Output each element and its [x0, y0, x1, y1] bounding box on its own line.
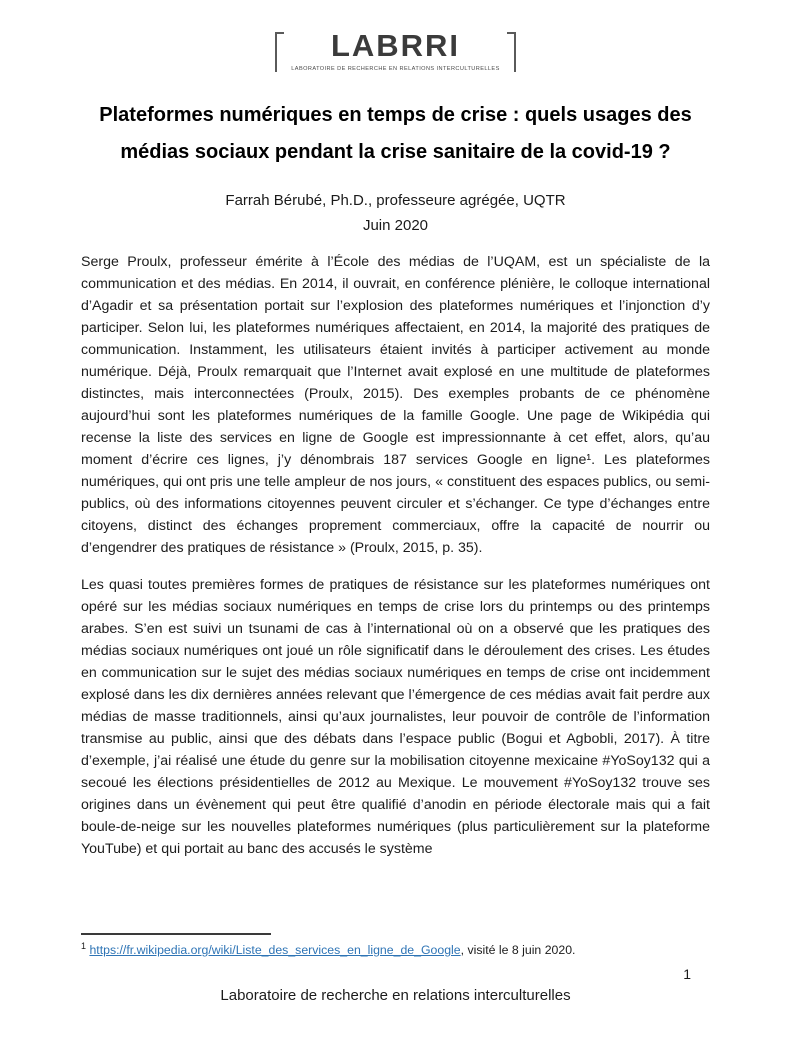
logo-right-bracket-icon — [507, 32, 516, 72]
logo-left-bracket-icon — [275, 32, 284, 72]
footnote-area — [81, 933, 710, 957]
document-page — [0, 30, 791, 860]
body-paragraph-2: Les quasi toutes premières formes de pratiques de résistance sur les plateformes numériques ont opéré sur les médias sociaux numériques en temps de crise lors du printemps ou des printemps arabes. S’en est suivi un tsunami de cas à l’international où on a observé que les pratiques des médias sociaux numériques ont joué un rôle significatif dans le déroulement des crises. Les études en communication sur le sujet des médias sociaux numériques en temps de crise ont incidemment explosé dans les dix dernières années relevant que l’émergence de ces médias avait fait perdre aux médias de masse traditionnels, ainsi qu’aux journalistes, leur pouvoir de contrôle de l’information transmise au public, ainsi que des débats dans l’espace public (Bogui et Agbobli, 2017). À titre d’exemple, j’ai réalisé une étude du genre sur la mobilisation citoyenne mexicaine #YoSoy132 qui a secoué les élections présidentielles de 2012 au Mexique. Le mouvement #YoSoy132 trouve ses origines dans un évènement qui peut être qualifié d’anodin en période électorale mais qui a fait boule-de-neige sur les nouvelles plateformes numériques (plus particulièrement sur la plateforme YouTube) et qui portait au banc des accusés le système — [81, 577, 710, 857]
document-title-line-2: médias sociaux pendant la crise sanitaire de la covid-19 ? — [120, 141, 671, 163]
byline — [81, 188, 710, 238]
page-number: 1 — [683, 966, 691, 982]
date-line: Juin 2020 — [362, 217, 429, 234]
logo-name: LABRRI — [330, 28, 461, 63]
labrri-logo — [81, 30, 710, 72]
logo-tagline: LABORATOIRE DE RECHERCHE EN RELATIONS INTERCULTURELLES — [291, 65, 500, 72]
document-title-line-1: Plateformes numériques en temps de crise : quels usages des — [99, 104, 692, 126]
footnote-marker: 1 — [81, 941, 87, 951]
footer-text: Laboratoire de recherche en relations interculturelles — [220, 987, 571, 1004]
document-title — [81, 97, 710, 171]
footnote-1 — [81, 941, 710, 957]
footnote-suffix: , visité le 8 juin 2020. — [460, 943, 576, 958]
body-paragraph-1: Serge Proulx, professeur émérite à l’École des médias de l’UQAM, est un spécialiste de la communication et des médias. En 2014, il ouvrait, en conférence plénière, le colloque international d’Agadir et sa présentation portait sur l’explosion des plateformes numériques et l’injonction d’y participer. Selon lui, les plateformes numériques affectaient, en 2014, la majorité des pratiques de communication. Instamment, les utilisateurs étaient invités à participer activement au monde numérique. Déjà, Proulx remarquait que l’Internet avait explosé en une multitude de plateformes distinctes, mais interconnectées (Proulx, 2015). Des exemples probants de ce phénomène aujourd’hui sont les plateformes numériques de la famille Google. Une page de Wikipédia qui recense la liste des services en ligne de Google est impressionnante à cet effet, alors, qu’au moment d’écrire ces lignes, j’y dénombrais 187 services Google en ligne¹. Les plateformes numériques, qui ont pris une telle ampleur de nos jours, « constituent des espaces publics, ou semi-publics, où des informations citoyennes peuvent circuler et s’échanger. Ce type d’échanges entre citoyens, distinct des échanges proprement commerciaux, offre la capacité de nourrir ou d’engendrer des pratiques de résistance » (Proulx, 2015, p. 35). — [81, 254, 710, 556]
footnote-link[interactable]: https://fr.wikipedia.org/wiki/Liste_des_services_en_ligne_de_Google — [89, 943, 461, 958]
footnote-separator — [81, 933, 271, 935]
author-line: Farrah Bérubé, Ph.D., professeure agrégée, UQTR — [225, 192, 566, 209]
